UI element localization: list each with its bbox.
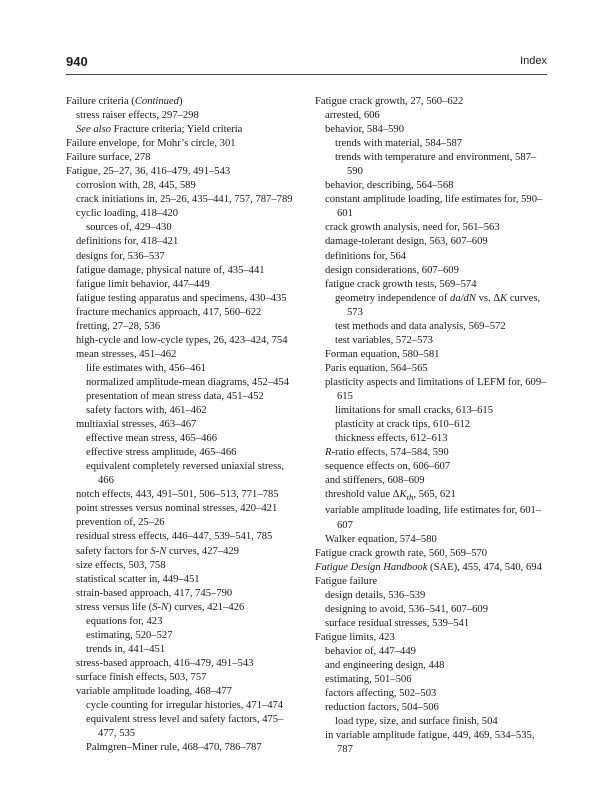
index-entry: variable amplitude loading, 468–477 bbox=[76, 685, 232, 697]
page-number: 940 bbox=[66, 54, 88, 69]
index-entry: Fatigue Design Handbook (SAE), 455, 474, 540, 694 bbox=[315, 561, 542, 573]
index-entry: threshold value $\Delta K_{th}$, 565, 621 bbox=[325, 489, 456, 503]
index-entry: cyclic loading, 418–420 bbox=[76, 208, 179, 220]
index-entry: crack initiations in, 25–26, 435–441, 757, 787–789 bbox=[76, 194, 293, 206]
index-entry: surface residual stresses, 539–541 bbox=[325, 617, 470, 629]
index-entry: geometry independence of da/dN vs. ΔK curves, 573 bbox=[335, 292, 541, 318]
index-entry: estimating, 501–506 bbox=[325, 674, 412, 686]
index-entry: Fatigue failure bbox=[315, 575, 378, 587]
index-entry: behavior of, 447–449 bbox=[325, 645, 416, 657]
index-entry: limitations for small cracks, 613–615 bbox=[335, 405, 493, 417]
index-entry: fretting, 27–28, 536 bbox=[76, 320, 161, 332]
running-head: Index bbox=[520, 55, 547, 67]
index-entry: fatigue limit behavior, 447–449 bbox=[76, 278, 210, 290]
index-entry: point stresses versus nominal stresses, 420–421 bbox=[76, 503, 278, 515]
index-entry: normalized amplitude-mean diagrams, 452–454 bbox=[86, 376, 289, 388]
index-entry: design considerations, 607–609 bbox=[325, 264, 459, 276]
index-entry: equivalent stress level and safety factors, 475–477, 535 bbox=[86, 714, 284, 740]
index-entry: stress raiser effects, 297–298 bbox=[76, 110, 199, 122]
index-entry: mean stresses, 451–462 bbox=[76, 348, 177, 360]
index-entry: Fatigue limits, 423 bbox=[315, 631, 395, 643]
index-entry: test methods and data analysis, 569–572 bbox=[335, 320, 506, 332]
index-entry: reduction factors, 504–506 bbox=[325, 702, 439, 714]
index-entry: fatigue crack growth tests, 569–574 bbox=[325, 278, 477, 290]
index-entry: size effects, 503, 758 bbox=[76, 559, 166, 571]
index-entry: estimating, 520–527 bbox=[86, 629, 173, 641]
index-entry: trends with temperature and environment, 587–590 bbox=[335, 152, 537, 178]
index-entry: notch effects, 443, 491–501, 506–513, 771–785 bbox=[76, 489, 279, 501]
index-entry: plasticity aspects and limitations of LEFM for, 609–615 bbox=[325, 376, 547, 402]
index-entry: prevention of, 25–26 bbox=[76, 517, 165, 529]
index-entry: stress versus life (S-N) curves, 421–426 bbox=[76, 601, 245, 613]
index-column-right bbox=[315, 95, 550, 757]
index-entry: Fatigue crack growth, 27, 560–622 bbox=[315, 96, 464, 107]
index-entry: variable amplitude loading, life estimates for, 601–607 bbox=[325, 505, 542, 531]
index-entry: sequence effects on, 606–607 bbox=[325, 461, 451, 473]
index-entry: behavior, 584–590 bbox=[325, 124, 405, 136]
index-entry: trends in, 441–451 bbox=[86, 643, 166, 655]
index-entry: plasticity at crack tips, 610–612 bbox=[335, 419, 471, 431]
index-entry: safety factors with, 461–462 bbox=[86, 405, 207, 417]
index-entry: in variable amplitude fatigue, 449, 469, 534–535, 787 bbox=[325, 730, 535, 756]
index-entry: presentation of mean stress data, 451–452 bbox=[86, 390, 264, 402]
index-entry: corrosion with, 28, 445, 589 bbox=[76, 180, 196, 192]
index-entry: load type, size, and surface finish, 504 bbox=[335, 716, 498, 728]
index-entry: and engineering design, 448 bbox=[325, 659, 445, 671]
index-entry: trends with material, 584–587 bbox=[335, 138, 463, 150]
index-entry: equations for, 423 bbox=[86, 615, 163, 627]
index-entry: effective stress amplitude, 465–466 bbox=[86, 447, 237, 459]
index-entry: surface finish effects, 503, 757 bbox=[76, 671, 207, 683]
index-entry: R-ratio effects, 574–584, 590 bbox=[325, 447, 449, 459]
index-entry: Walker equation, 574–580 bbox=[325, 533, 437, 545]
index-entry: constant amplitude loading, life estimates for, 590–601 bbox=[325, 194, 543, 220]
index-entry: sources of, 429–430 bbox=[86, 222, 172, 234]
index-column-left bbox=[66, 95, 298, 755]
index-entry: high-cycle and low-cycle types, 26, 423–424, 754 bbox=[76, 334, 288, 346]
index-entry: fracture mechanics approach, 417, 560–622 bbox=[76, 306, 262, 318]
index-entry: Palmgren–Miner rule, 468–470, 786–787 bbox=[86, 742, 262, 754]
header-rule bbox=[66, 74, 547, 75]
index-entry: behavior, describing, 564–568 bbox=[325, 180, 454, 192]
index-entry: designing to avoid, 536–541, 607–609 bbox=[325, 603, 489, 615]
index-entry: residual stress effects, 446–447, 539–541, 785 bbox=[76, 531, 273, 543]
index-entry: factors affecting, 502–503 bbox=[325, 688, 437, 700]
index-entry: stress-based approach, 416–479, 491–543 bbox=[76, 657, 254, 669]
index-entry: multiaxial stresses, 463–467 bbox=[76, 419, 197, 431]
index-entry: Forman equation, 580–581 bbox=[325, 348, 440, 360]
index-entry: Failure criteria (Continued) bbox=[66, 96, 183, 107]
index-entry: Fatigue crack growth rate, 560, 569–570 bbox=[315, 547, 488, 559]
index-entry: thickness effects, 612–613 bbox=[335, 433, 448, 445]
index-entry: design details, 536–539 bbox=[325, 589, 426, 601]
index-entry: definitions for, 564 bbox=[325, 250, 407, 262]
index-entry: Fatigue, 25–27, 36, 416–479, 491–543 bbox=[66, 166, 231, 178]
index-entry: Paris equation, 564–565 bbox=[325, 362, 428, 374]
index-entry: crack growth analysis, need for, 561–563 bbox=[325, 222, 500, 234]
index-entry: fatigue testing apparatus and specimens, 430–435 bbox=[76, 292, 287, 304]
index-entry: cycle counting for irregular histories, 471–474 bbox=[86, 700, 284, 712]
index-entry: See also Fracture criteria; Yield criteria bbox=[76, 124, 243, 136]
index-entry: Failure surface, 278 bbox=[66, 152, 151, 164]
index-entry: fatigue damage, physical nature of, 435–441 bbox=[76, 264, 265, 276]
index-entry: designs for, 536–537 bbox=[76, 250, 165, 262]
index-entry: test variables, 572–573 bbox=[335, 334, 433, 346]
index-entry: arrested, 606 bbox=[325, 110, 380, 122]
index-entry: effective mean stress, 465–466 bbox=[86, 433, 218, 445]
index-entry: strain-based approach, 417, 745–790 bbox=[76, 587, 233, 599]
index-entry: life estimates with, 456–461 bbox=[86, 362, 207, 374]
index-entry: equivalent completely reversed uniaxial stress, 466 bbox=[86, 461, 284, 487]
index-entry: statistical scatter in, 449–451 bbox=[76, 573, 200, 585]
index-entry: safety factors for S-N curves, 427–429 bbox=[76, 545, 239, 557]
index-entry: damage-tolerant design, 563, 607–609 bbox=[325, 236, 488, 248]
index-entry: and stiffeners, 608–609 bbox=[325, 475, 425, 487]
index-entry: definitions for, 418–421 bbox=[76, 236, 179, 248]
index-entry: Failure envelope, for Mohr’s circle, 301 bbox=[66, 138, 236, 150]
